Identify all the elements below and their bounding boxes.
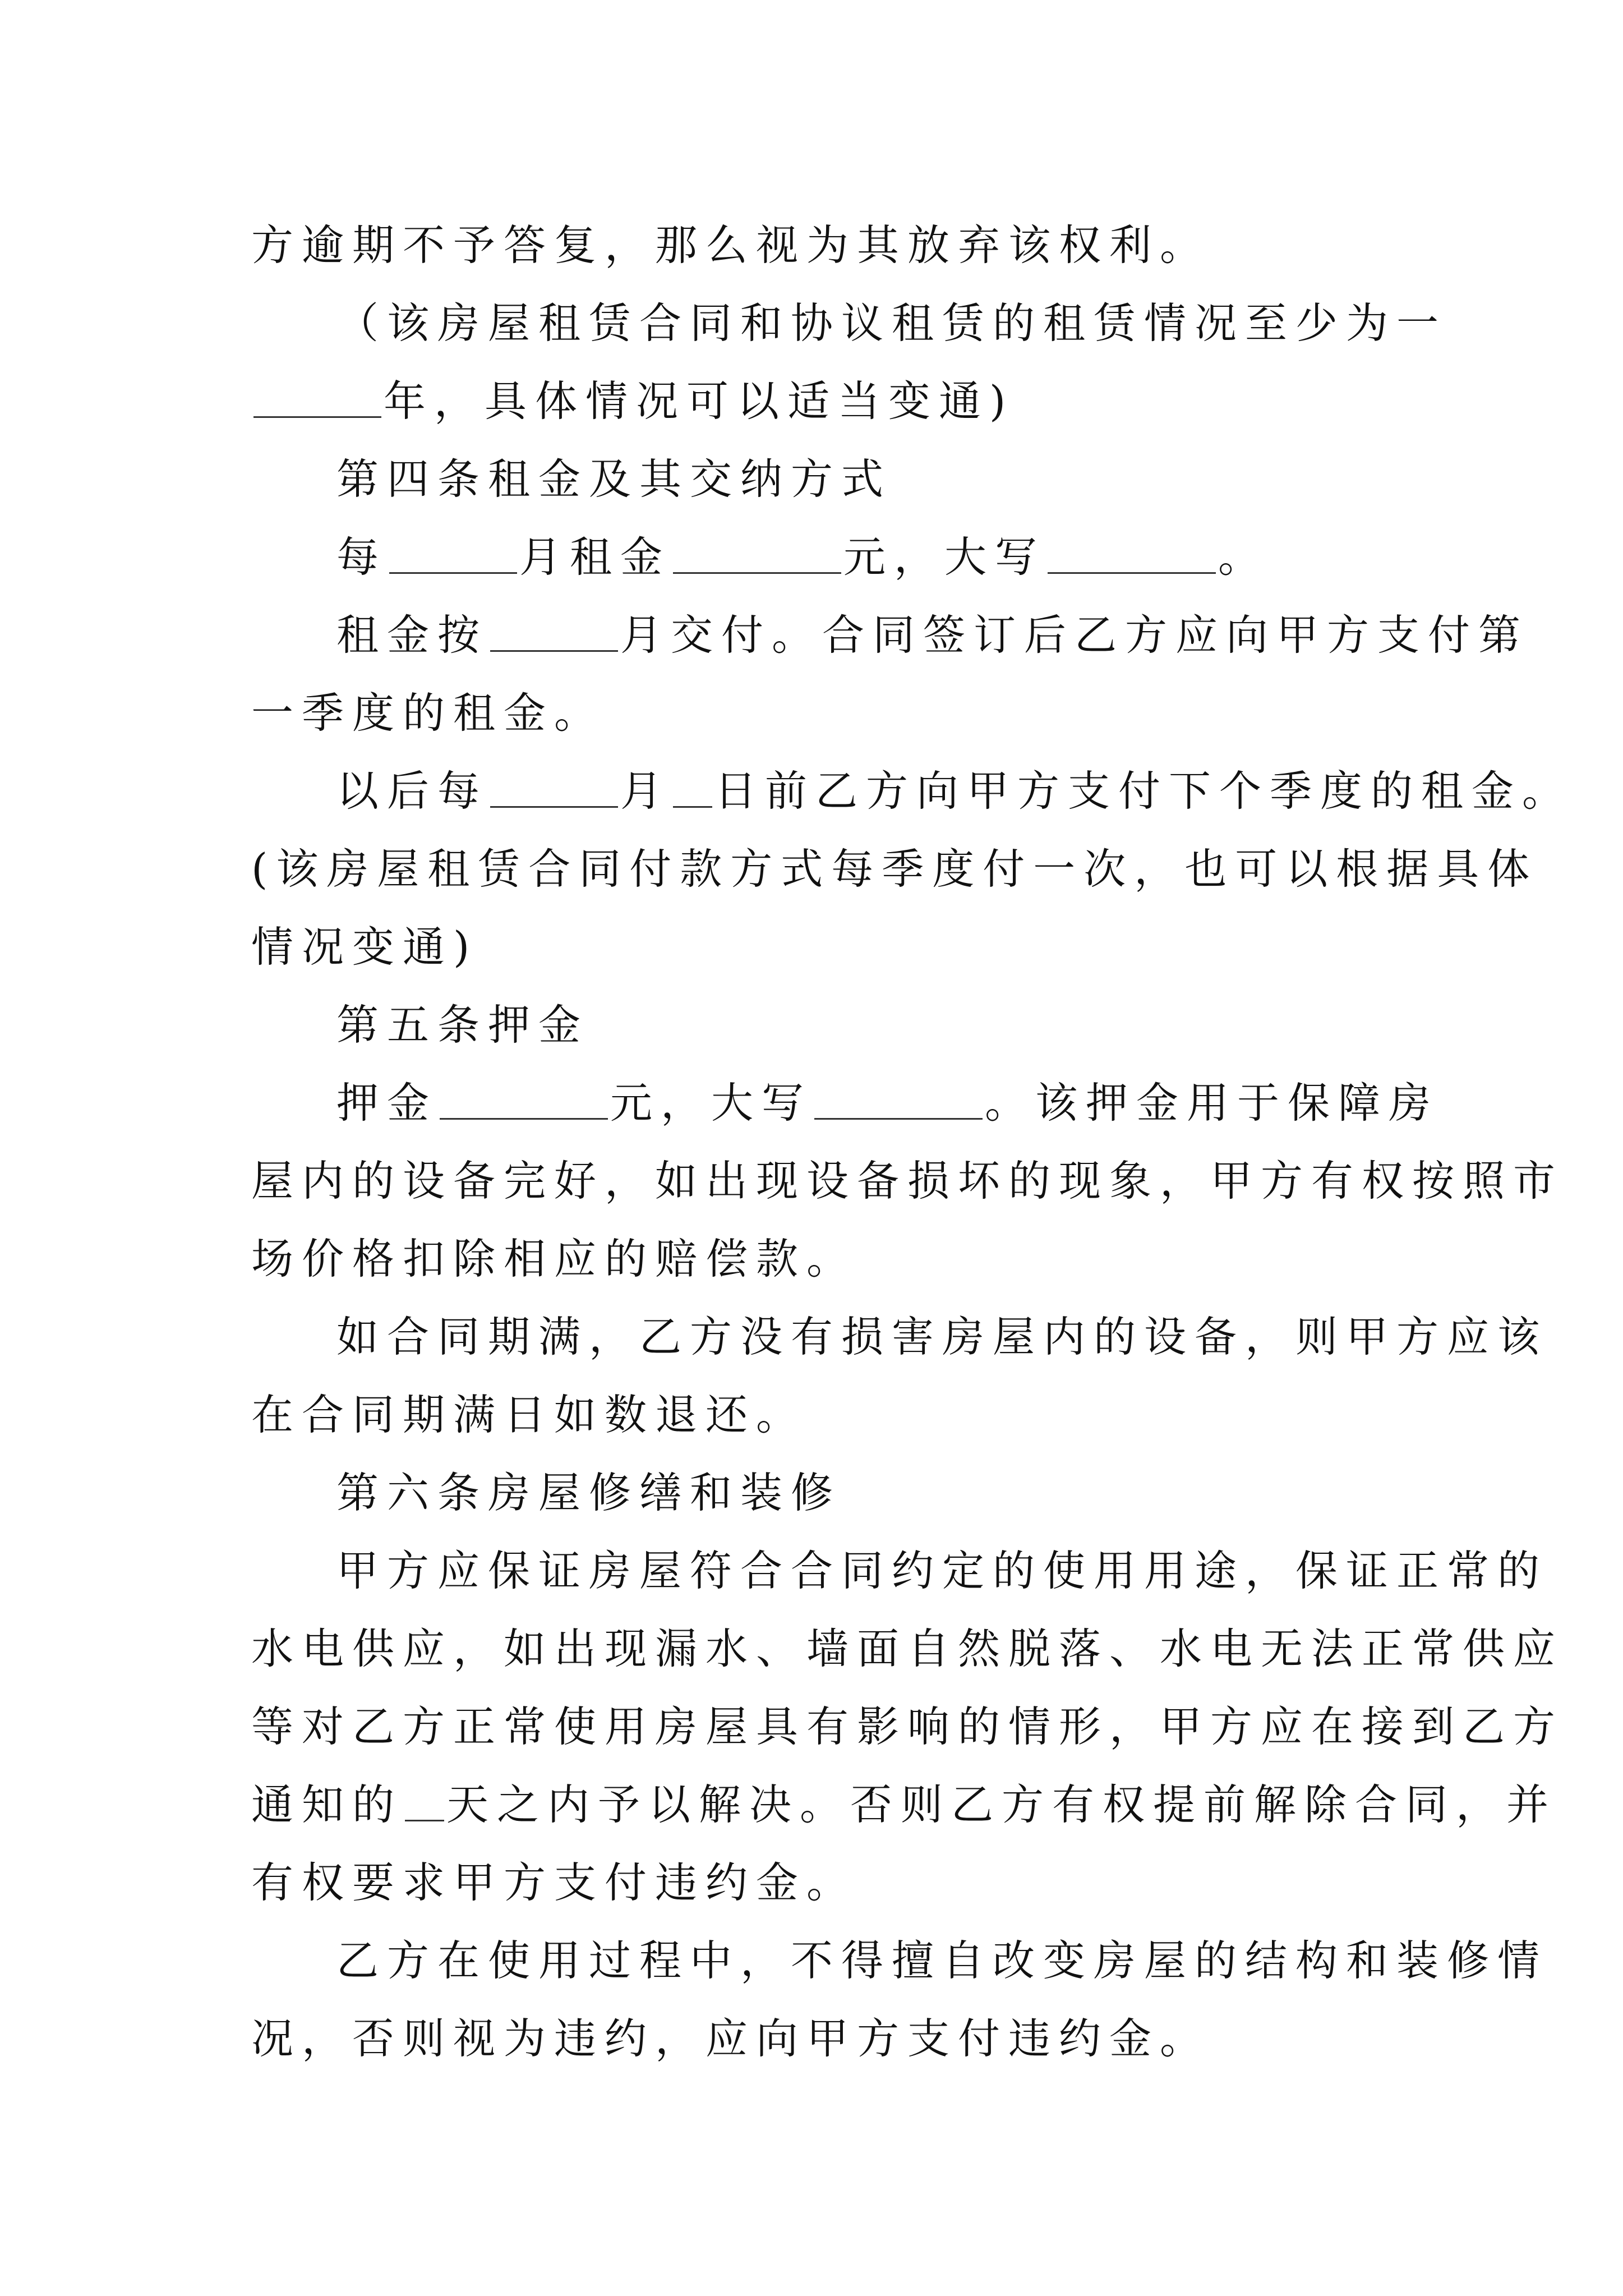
section-heading — [336, 434, 892, 524]
paragraph-line — [251, 1760, 1557, 1849]
document-page — [251, 0, 1573, 2296]
line-text: 押金 — [336, 1078, 438, 1128]
paragraph-line — [336, 590, 1529, 680]
paragraph-line — [251, 1214, 857, 1304]
paragraph-line — [251, 668, 605, 758]
line-text: 元，大写 — [843, 532, 1046, 582]
line-text: 通知的 — [251, 1780, 403, 1829]
line-text: 第六条房屋修缮和装修 — [336, 1468, 842, 1517]
line-text: 方逾期不予答复，那么视为其放弃该权利。 — [251, 220, 1211, 270]
section-heading — [336, 1448, 841, 1538]
line-text: 屋内的设备完好，如出现设备损坏的现象，甲方有权按照市 — [251, 1156, 1564, 1205]
line-text: 等对乙方正常使用房屋具有影响的情形，甲方应在接到乙方 — [251, 1702, 1564, 1751]
line-text: 以后每 — [336, 766, 488, 816]
paragraph-line — [336, 1292, 1548, 1382]
line-text: 情况变通) — [251, 922, 478, 972]
line-text: 乙方在使用过程中，不得擅自改变房屋的结构和装修情 — [336, 1936, 1548, 1985]
line-text: （该房屋租赁合同和协议租赁的租赁情况至少为一 — [336, 298, 1447, 348]
fill-in-blank — [490, 806, 618, 808]
paragraph-line — [251, 356, 1014, 446]
line-text: 在合同期满日如数退还。 — [251, 1390, 807, 1439]
line-text: 。 — [1218, 532, 1269, 582]
line-text: 。该押金用于保障房 — [985, 1078, 1440, 1128]
paragraph-line — [251, 1682, 1564, 1772]
line-text: 第四条租金及其交纳方式 — [336, 454, 892, 504]
paragraph-line — [251, 1136, 1564, 1226]
line-text: 天之内予以解决。否则乙方有权提前解除合同，并 — [446, 1780, 1557, 1829]
fill-in-blank — [405, 1819, 444, 1821]
line-text: (该房屋租赁合同付款方式每季度付一次，也可以根据具体 — [251, 844, 1538, 894]
paragraph-line — [336, 512, 1269, 602]
paragraph-line — [251, 1604, 1564, 1694]
line-text: 况，否则视为违约，应向甲方支付违约金。 — [251, 2014, 1211, 2063]
line-text: 年，具体情况可以适当变通) — [384, 376, 1015, 426]
fill-in-blank — [490, 650, 618, 652]
paragraph-line — [251, 1994, 1210, 2083]
fill-in-blank — [253, 416, 381, 418]
line-text: 租金按 — [336, 610, 488, 660]
paragraph-line — [251, 200, 1210, 290]
paragraph-line — [251, 902, 478, 992]
paragraph-line — [251, 824, 1538, 914]
section-heading — [336, 980, 589, 1070]
line-text: 第五条押金 — [336, 1000, 589, 1050]
paragraph-line — [251, 1370, 806, 1460]
paragraph-line — [336, 1058, 1439, 1148]
paragraph-line — [336, 1526, 1548, 1616]
paragraph-line — [251, 1838, 857, 1927]
line-text: 水电供应，如出现漏水、墙面自然脱落、水电无法正常供应 — [251, 1624, 1564, 1673]
paragraph-line — [336, 278, 1447, 368]
line-text: 场价格扣除相应的赔偿款。 — [251, 1234, 857, 1283]
line-text: 有权要求甲方支付违约金。 — [251, 1858, 857, 1907]
line-text: 月交付。合同签订后乙方应向甲方支付第 — [620, 610, 1529, 660]
line-text: 每 — [336, 532, 388, 582]
line-text: 日前乙方向甲方支付下个季度的租金。 — [714, 766, 1573, 816]
line-text: 月 — [620, 766, 671, 816]
paragraph-line — [336, 746, 1573, 836]
line-text: 一季度的租金。 — [251, 688, 605, 738]
fill-in-blank — [673, 806, 712, 808]
fill-in-blank — [440, 1117, 608, 1120]
fill-in-blank — [673, 572, 841, 574]
fill-in-blank — [389, 572, 517, 574]
line-text: 如合同期满，乙方没有损害房屋内的设备，则甲方应该 — [336, 1312, 1548, 1361]
paragraph-line — [336, 1916, 1548, 2005]
fill-in-blank — [1048, 572, 1216, 574]
fill-in-blank — [814, 1117, 983, 1120]
line-text: 甲方应保证房屋符合合同约定的使用用途，保证正常的 — [336, 1546, 1548, 1595]
line-text: 元，大写 — [610, 1078, 813, 1128]
line-text: 月租金 — [519, 532, 671, 582]
